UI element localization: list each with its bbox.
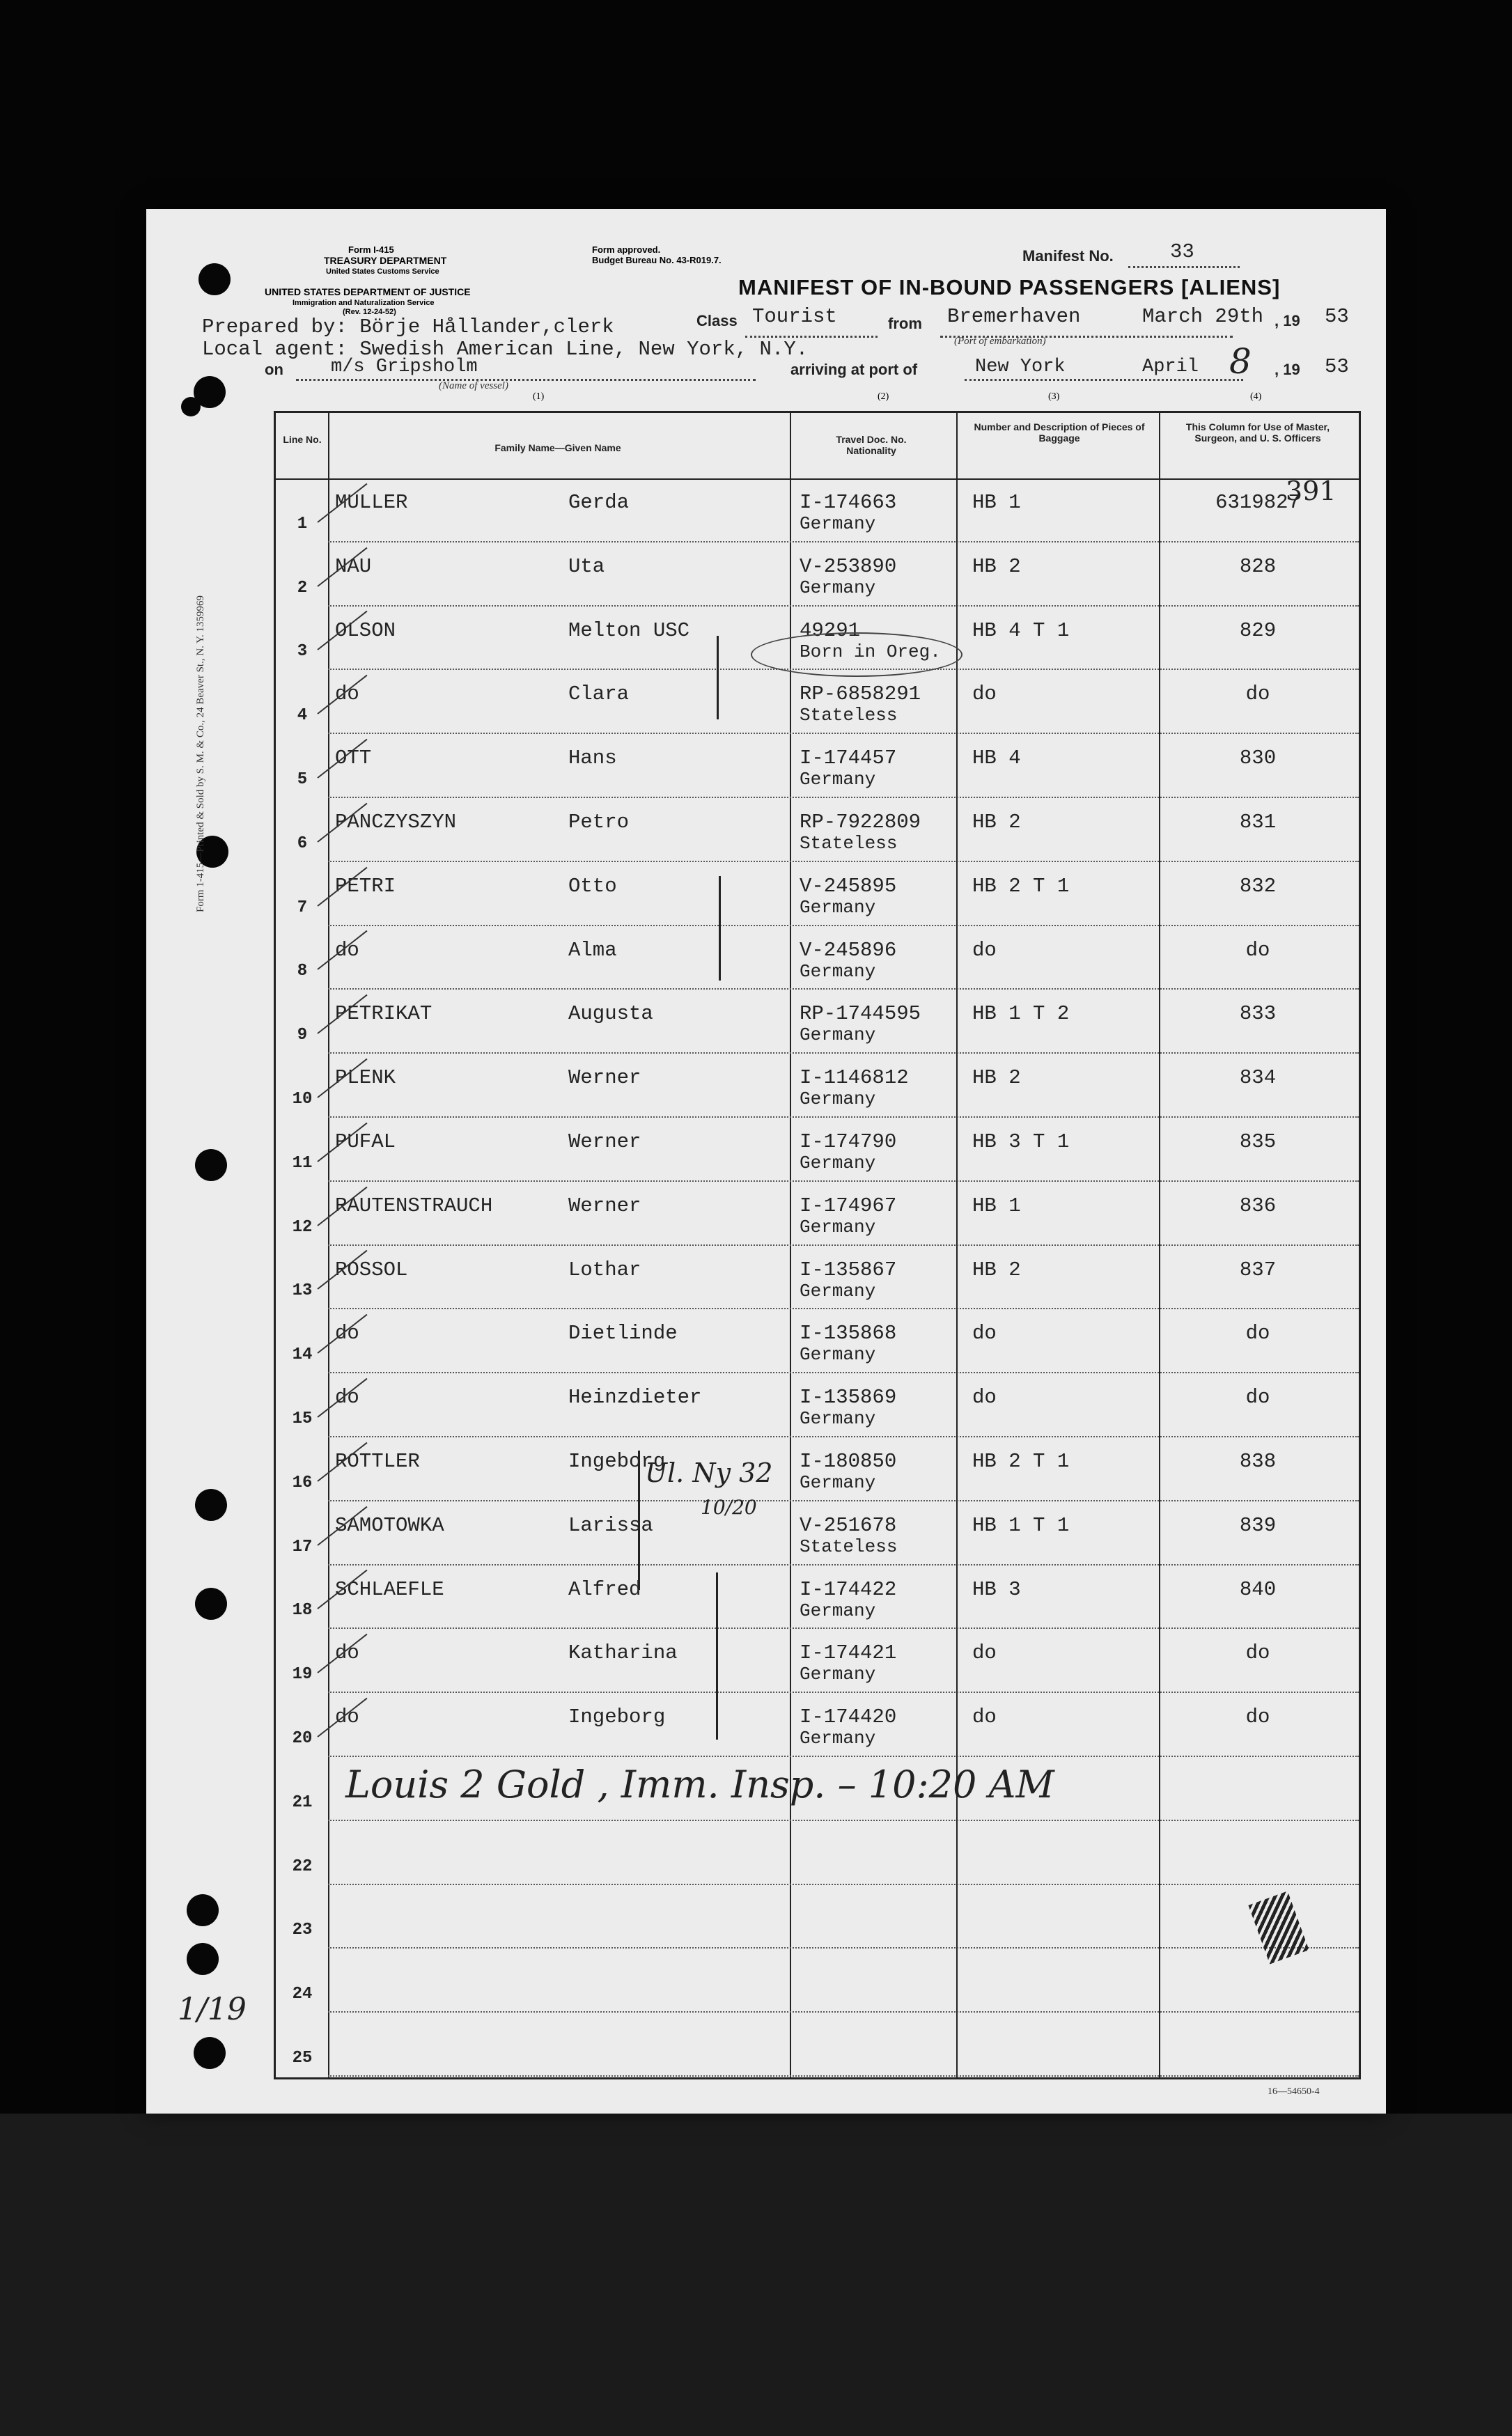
table-row [276, 1885, 1359, 1949]
family-name: PETRIKAT [335, 1002, 432, 1026]
baggage: HB 2 T 1 [972, 874, 1070, 898]
column-number-4: (4) [1250, 391, 1262, 402]
revision-label: (Rev. 12-24-52) [343, 308, 396, 316]
family-name: PANCZYSZYN [335, 811, 457, 834]
header-name: Family Name—Given Name [494, 442, 621, 453]
table-row [276, 798, 1359, 862]
family-name: PLENK [335, 1066, 396, 1090]
line-number: 25 [292, 2048, 313, 2068]
table-row [276, 1693, 1359, 1757]
baggage: do [972, 938, 997, 962]
class-value: Tourist [752, 305, 837, 328]
baggage: HB 4 T 1 [972, 618, 1070, 642]
bracket-mark [717, 636, 719, 719]
line-number: 7 [297, 898, 308, 917]
nationality: Germany [800, 1280, 876, 1302]
customs-label: United States Customs Service [326, 267, 439, 276]
travel-doc-no: RP-7922809 [800, 811, 921, 834]
travel-doc-no: I-135868 [800, 1322, 897, 1345]
given-name: Katharina [568, 1641, 678, 1665]
table-row [276, 1629, 1359, 1693]
baggage: HB 1 [972, 491, 1021, 514]
binder-hole [195, 1588, 227, 1620]
nationality: Germany [800, 1728, 876, 1749]
table-row [276, 542, 1359, 607]
travel-doc-no: I-135867 [800, 1258, 897, 1281]
check-mark [317, 1314, 367, 1354]
officer-note: do [1245, 1322, 1270, 1345]
line-number: 4 [297, 706, 308, 726]
family-name: OLSON [335, 618, 396, 642]
family-name: do [335, 1386, 359, 1410]
table-row [276, 2013, 1359, 2077]
arriving-label: arriving at port of [790, 361, 918, 378]
arrival-year-label: , 19 [1275, 361, 1300, 378]
line-number: 21 [292, 1793, 313, 1812]
header-baggage: Number and Description of Pieces of Baggage [974, 421, 1145, 444]
nationality: Germany [800, 1408, 876, 1430]
arrival-year: 53 [1325, 355, 1349, 378]
travel-doc-no: RP-1744595 [800, 1002, 921, 1026]
officer-note: 828 [1239, 554, 1277, 578]
given-name: Petro [568, 811, 630, 834]
form-number: Form I-415 [348, 244, 394, 255]
given-name: Alfred [568, 1577, 641, 1601]
travel-doc-no: V-245895 [800, 874, 897, 898]
line-number: 14 [292, 1345, 313, 1365]
arrival-month: April [1142, 357, 1199, 377]
embarkation-note: (Port of embarkation) [954, 336, 1046, 347]
baggage: HB 1 [972, 1194, 1021, 1217]
baggage: HB 2 [972, 1258, 1021, 1281]
budget-label: Budget Bureau No. 43-R019.7. [592, 255, 722, 265]
baggage: do [972, 1386, 997, 1410]
binder-hole [187, 1894, 219, 1926]
nationality: Germany [800, 1216, 876, 1237]
check-mark [317, 1634, 367, 1673]
travel-doc-no: I-174421 [800, 1641, 897, 1665]
family-name: do [335, 682, 359, 706]
officer-note: do [1245, 938, 1270, 962]
line-number: 5 [297, 770, 308, 789]
baggage: HB 2 [972, 1066, 1021, 1090]
officer-note: do [1245, 682, 1270, 706]
binder-hole [194, 2037, 226, 2069]
officer-note: 835 [1239, 1130, 1277, 1153]
table-row [276, 1501, 1359, 1566]
header-line-no: Line No. [283, 434, 322, 445]
arrival-port: New York [975, 357, 1066, 377]
family-name: do [335, 1705, 359, 1729]
officer-note: do [1245, 1386, 1270, 1410]
travel-doc-no: I-174790 [800, 1130, 897, 1153]
line-number: 2 [297, 578, 308, 598]
vessel-note: (Name of vessel) [439, 380, 508, 391]
nationality: Stateless [800, 833, 898, 854]
nationality: Germany [800, 1664, 876, 1685]
baggage: HB 3 [972, 1577, 1021, 1601]
family-name: do [335, 1641, 359, 1665]
officer-note: 834 [1239, 1066, 1277, 1090]
officer-note: 839 [1239, 1513, 1277, 1537]
binder-hole [195, 1149, 227, 1181]
line-number: 22 [292, 1857, 313, 1876]
given-name: Augusta [568, 1002, 653, 1026]
justice-label: UNITED STATES DEPARTMENT OF JUSTICE [265, 286, 471, 297]
table-row [276, 1118, 1359, 1182]
family-name: NAU [335, 554, 372, 578]
travel-doc-no: I-174422 [800, 1577, 897, 1601]
line-number: 23 [292, 1921, 313, 1940]
family-name: OTT [335, 747, 372, 770]
baggage: HB 3 T 1 [972, 1130, 1070, 1153]
bracket-mark [719, 876, 721, 981]
embarkation-port: Bremerhaven [947, 305, 1081, 328]
baggage: HB 1 T 2 [972, 1002, 1070, 1026]
rossol-note-time: 10/20 [701, 1496, 757, 1519]
officer-note: do [1245, 1705, 1270, 1729]
line-number: 24 [292, 1985, 313, 2004]
nationality: Germany [800, 769, 876, 790]
line-number: 6 [297, 834, 308, 853]
table-row [276, 1949, 1359, 2013]
table-row [276, 1373, 1359, 1437]
line-number: 15 [292, 1409, 313, 1428]
given-name: Gerda [568, 491, 630, 514]
family-name: SCHLAEFLE [335, 1577, 444, 1601]
rossol-note: Ul. Ny 32 [645, 1458, 773, 1488]
given-name: Hans [568, 747, 617, 770]
given-name: Ingeborg [568, 1705, 666, 1729]
family-name: MULLER [335, 491, 408, 514]
page-number-annotation: 391 [1286, 476, 1336, 506]
header-travel-doc: Travel Doc. No. Nationality [836, 434, 907, 456]
officer-note: 837 [1239, 1258, 1277, 1281]
binder-hole [198, 263, 231, 295]
travel-doc-no: I-174663 [800, 491, 897, 514]
officer-note: do [1245, 1641, 1270, 1665]
margin-count: 1/19 [178, 1992, 247, 2027]
nationality: Germany [800, 896, 876, 918]
travel-doc-no: RP-6858291 [800, 682, 921, 706]
treasury-label: TREASURY DEPARTMENT [324, 255, 447, 266]
ins-label: Immigration and Naturalization Service [293, 299, 435, 307]
class-label: Class [696, 312, 738, 329]
given-name: Otto [568, 874, 617, 898]
given-name: Larissa [568, 1513, 653, 1537]
baggage: HB 4 [972, 747, 1021, 770]
nationality: Germany [800, 1024, 876, 1046]
nationality: Germany [800, 1600, 876, 1621]
given-name: Clara [568, 682, 630, 706]
family-name: ROSSOL [335, 1258, 408, 1281]
line-number: 8 [297, 962, 308, 981]
officer-note: 833 [1239, 1002, 1277, 1026]
table-row [276, 1246, 1359, 1310]
binder-hole [187, 1943, 219, 1975]
manifest-title: MANIFEST OF IN-BOUND PASSENGERS [ALIENS] [738, 275, 1281, 299]
baggage: do [972, 1705, 997, 1729]
given-name: Uta [568, 554, 605, 578]
family-name: do [335, 938, 359, 962]
table-row [276, 862, 1359, 926]
given-name: Alma [568, 938, 617, 962]
baggage: do [972, 1322, 997, 1345]
given-name: Melton USC [568, 618, 690, 642]
column-number-3: (3) [1048, 391, 1060, 402]
line-number: 17 [292, 1537, 313, 1556]
printer-imprint: Form 1-415—Printed & Sold by S. M. & Co., 24 Beaver St., N. Y. 1359969 [195, 595, 206, 912]
baggage: do [972, 682, 997, 706]
travel-doc-no: V-253890 [800, 554, 897, 578]
arrival-day: 8 [1229, 341, 1252, 382]
given-name: Dietlinde [568, 1322, 678, 1345]
line-number: 16 [292, 1473, 313, 1492]
footer-code: 16—54650-4 [1268, 2086, 1320, 2097]
binder-hole [195, 1489, 227, 1521]
baggage: HB 2 T 1 [972, 1450, 1070, 1473]
nationality: Born in Oreg. [800, 641, 941, 662]
line-number: 1 [297, 514, 308, 533]
line-number: 11 [292, 1153, 313, 1173]
given-name: Lothar [568, 1258, 641, 1281]
baggage: HB 2 [972, 811, 1021, 834]
table-row [276, 1182, 1359, 1246]
family-name: PUFAL [335, 1130, 396, 1153]
given-name: Werner [568, 1194, 641, 1217]
travel-doc-no: V-251678 [800, 1513, 897, 1537]
nationality: Germany [800, 1153, 876, 1173]
passenger-table [274, 411, 1361, 2079]
bracket-mark [716, 1572, 718, 1740]
table-row [276, 670, 1359, 734]
from-label: from [888, 315, 922, 332]
line-number: 12 [292, 1217, 313, 1237]
departure-year: 53 [1325, 305, 1349, 328]
background-shadow [0, 2114, 1512, 2436]
nationality: Stateless [800, 1536, 898, 1557]
check-mark [317, 1378, 367, 1418]
table-row [276, 1821, 1359, 1885]
line-number: 3 [297, 642, 308, 662]
line-number: 19 [292, 1665, 313, 1685]
header-officers: This Column for Use of Master, Surgeon, and U. S. Officers [1185, 421, 1330, 444]
line-number: 18 [292, 1601, 313, 1621]
travel-doc-no: I-135869 [800, 1386, 897, 1410]
nationality: Germany [800, 1344, 876, 1366]
travel-doc-no: 49291 [800, 618, 861, 642]
table-row [276, 1437, 1359, 1501]
table-row [276, 1054, 1359, 1118]
travel-doc-no: V-245896 [800, 938, 897, 962]
officer-note: 829 [1239, 618, 1277, 642]
travel-doc-no: I-180850 [800, 1450, 897, 1473]
year-label: , 19 [1275, 312, 1300, 329]
nationality: Germany [800, 513, 876, 534]
line-number: 10 [292, 1089, 313, 1109]
check-mark [317, 675, 367, 715]
table-row [276, 1309, 1359, 1373]
given-name: Heinzdieter [568, 1386, 702, 1410]
inspector-signoff: Louis 2 Gold , Imm. Insp. – 10:20 AM [345, 1763, 1054, 1806]
table-row [276, 1566, 1359, 1630]
on-label: on [265, 361, 283, 378]
manifest-no: 33 [1170, 240, 1194, 263]
circle-mark [751, 632, 962, 677]
bracket-mark [638, 1451, 640, 1590]
officer-note: 838 [1239, 1450, 1277, 1473]
check-mark [317, 930, 367, 970]
table-row [276, 734, 1359, 798]
nationality: Germany [800, 1088, 876, 1110]
line-number: 13 [292, 1281, 313, 1301]
baggage: HB 2 [972, 554, 1021, 578]
given-name: Ingeborg [568, 1450, 666, 1473]
travel-doc-no: I-174967 [800, 1194, 897, 1217]
column-number-1: (1) [533, 391, 545, 402]
binder-hole [181, 397, 201, 416]
family-name: SAMOTOWKA [335, 1513, 444, 1537]
travel-doc-no: I-174420 [800, 1705, 897, 1729]
officer-note: 831 [1239, 811, 1277, 834]
nationality: Germany [800, 577, 876, 598]
family-name: RAUTENSTRAUCH [335, 1194, 493, 1217]
line-number: 9 [297, 1026, 308, 1045]
officer-note: 840 [1239, 1577, 1277, 1601]
manifest-page [146, 209, 1386, 2114]
vessel-name: m/s Gripsholm [331, 357, 478, 377]
nationality: Germany [800, 960, 876, 982]
officer-note: 832 [1239, 874, 1277, 898]
baggage: do [972, 1641, 997, 1665]
family-name: do [335, 1322, 359, 1345]
officer-note: 830 [1239, 747, 1277, 770]
prepared-by: Prepared by: Börje Hållander,clerk [202, 315, 614, 338]
local-agent: Local agent: Swedish American Line, New York, N.Y. [202, 338, 809, 361]
given-name: Werner [568, 1130, 641, 1153]
check-mark [317, 1698, 367, 1738]
departure-date: March 29th [1142, 305, 1264, 328]
family-name: ROTTLER [335, 1450, 420, 1473]
table-row [276, 926, 1359, 990]
table-row [276, 478, 1359, 542]
manifest-no-label: Manifest No. [1022, 247, 1114, 265]
nationality: Stateless [800, 705, 898, 726]
officer-note: 6319827 [1215, 491, 1300, 514]
travel-doc-no: I-174457 [800, 747, 897, 770]
approval-label: Form approved. [592, 244, 661, 255]
nationality: Germany [800, 1472, 876, 1493]
given-name: Werner [568, 1066, 641, 1090]
officer-note: 836 [1239, 1194, 1277, 1217]
travel-doc-no: I-1146812 [800, 1066, 909, 1090]
line-number: 20 [292, 1728, 313, 1748]
baggage: HB 1 T 1 [972, 1513, 1070, 1537]
table-row [276, 990, 1359, 1054]
column-number-2: (2) [878, 391, 889, 402]
family-name: PETRI [335, 874, 396, 898]
